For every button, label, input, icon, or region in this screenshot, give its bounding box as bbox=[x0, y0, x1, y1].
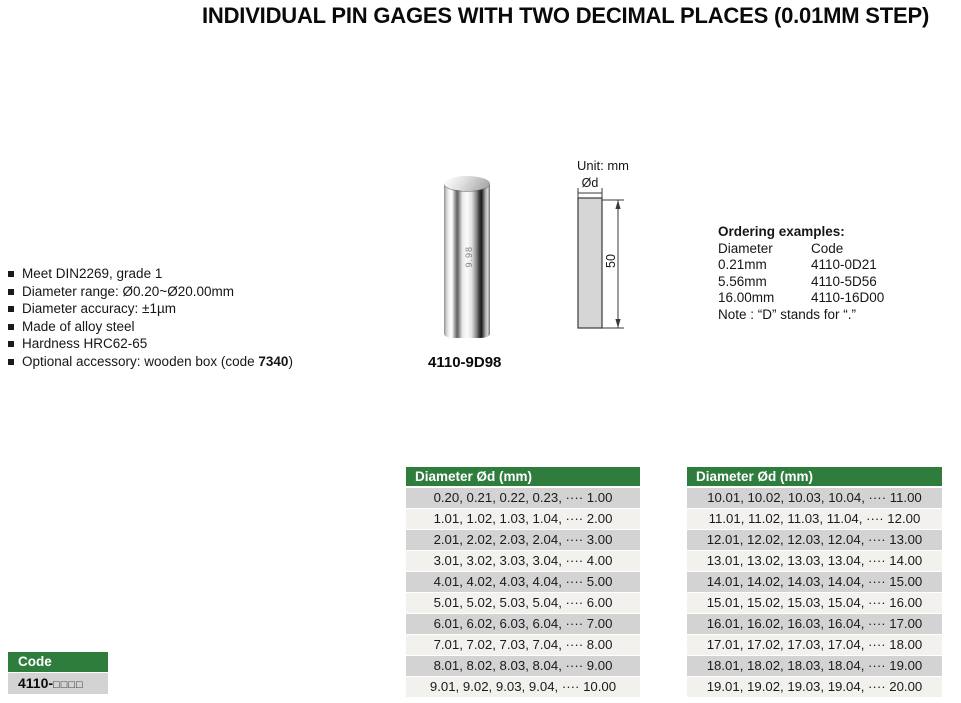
bullet-square-icon bbox=[8, 289, 14, 295]
ordering-example-row: 0.21mm 4110-0D21 bbox=[718, 257, 877, 272]
dimension-drawing-lines bbox=[556, 152, 666, 347]
bullet-square-icon bbox=[8, 271, 14, 277]
ordering-heading: Ordering examples: bbox=[718, 224, 845, 239]
table-row: 5.01, 5.02, 5.03, 5.04, ···· 6.00 bbox=[406, 593, 640, 613]
spec-text: Optional accessory: wooden box (code 7340) bbox=[22, 353, 293, 369]
ordering-example-row: 5.56mm 4110-5D56 bbox=[718, 273, 877, 289]
table-row: 2.01, 2.02, 2.03, 2.04, ···· 3.00 bbox=[406, 530, 640, 550]
page-title: INDIVIDUAL PIN GAGES WITH TWO DECIMAL PLACES (0.01MM STEP) bbox=[202, 3, 930, 28]
spec-list bbox=[8, 265, 388, 370]
spec-item bbox=[8, 353, 388, 371]
spec-item bbox=[8, 335, 388, 353]
spec-item bbox=[8, 283, 388, 301]
table-row: 13.01, 13.02, 13.03, 13.04, ···· 14.00 bbox=[687, 551, 942, 571]
code-header: Code bbox=[8, 652, 108, 672]
ordering-col-code: Code bbox=[811, 240, 844, 256]
spec-item bbox=[8, 300, 388, 318]
code-panel bbox=[8, 652, 108, 694]
bullet-square-icon bbox=[8, 306, 14, 312]
table-row: 9.01, 9.02, 9.03, 9.04, ···· 10.00 bbox=[406, 677, 640, 697]
spec-item bbox=[8, 318, 388, 336]
ordering-col-diameter: Diameter bbox=[718, 240, 773, 256]
code-prefix: 4110- bbox=[18, 675, 54, 691]
table-row: 15.01, 15.02, 15.03, 15.04, ···· 16.00 bbox=[687, 593, 942, 613]
pin-engraving: 9.98 bbox=[464, 246, 474, 268]
ordering-column-headers bbox=[718, 241, 938, 258]
spec-text: Hardness HRC62-65 bbox=[22, 336, 148, 351]
table-row: 16.01, 16.02, 16.03, 16.04, ···· 17.00 bbox=[687, 614, 942, 634]
spec-text: Made of alloy steel bbox=[22, 318, 135, 334]
table-row: 12.01, 12.02, 12.03, 12.04, ···· 13.00 bbox=[687, 530, 942, 550]
table-row: 4.01, 4.02, 4.03, 4.04, ···· 5.00 bbox=[406, 572, 640, 592]
code-placeholder-boxes: □□□□ bbox=[53, 679, 84, 691]
table-row: 18.01, 18.02, 18.03, 18.04, ···· 19.00 bbox=[687, 656, 942, 676]
bullet-square-icon bbox=[8, 359, 14, 365]
length-dim-label: 50 bbox=[604, 254, 618, 268]
dimension-drawing bbox=[556, 152, 666, 347]
table-row: 11.01, 11.02, 11.03, 11.04, ···· 12.00 bbox=[687, 509, 942, 529]
ordering-note: Note : “D” stands for “.” bbox=[718, 306, 857, 322]
table-row: 19.01, 19.02, 19.03, 19.04, ···· 20.00 bbox=[687, 677, 942, 697]
diameter-table-right bbox=[687, 467, 942, 698]
spec-text: Meet DIN2269, grade 1 bbox=[22, 266, 163, 281]
table-row: 6.01, 6.02, 6.03, 6.04, ···· 7.00 bbox=[406, 614, 640, 634]
spec-text: Diameter range: Ø0.20~Ø20.00mm bbox=[22, 283, 234, 299]
pin-gage-photo bbox=[444, 176, 490, 338]
table-row: 0.20, 0.21, 0.22, 0.23, ···· 1.00 bbox=[406, 488, 640, 508]
spec-item bbox=[8, 265, 388, 283]
bullet-square-icon bbox=[8, 341, 14, 347]
ordering-examples bbox=[718, 224, 938, 323]
table-row: 17.01, 17.02, 17.03, 17.04, ···· 18.00 bbox=[687, 635, 942, 655]
ordering-example-row: 16.00mm 4110-16D00 bbox=[718, 290, 885, 305]
pin-top-face bbox=[444, 176, 490, 191]
table-row: 10.01, 10.02, 10.03, 10.04, ···· 11.00 bbox=[687, 488, 942, 508]
code-value bbox=[8, 673, 108, 694]
table-row: 7.01, 7.02, 7.03, 7.04, ···· 8.00 bbox=[406, 635, 640, 655]
pin-model-caption: 4110-9D98 bbox=[428, 354, 502, 371]
table-row: 3.01, 3.02, 3.03, 3.04, ···· 4.00 bbox=[406, 551, 640, 571]
table-row: 1.01, 1.02, 1.03, 1.04, ···· 2.00 bbox=[406, 509, 640, 529]
diameter-table-left bbox=[406, 467, 640, 698]
spec-text: Diameter accuracy: ±1µm bbox=[22, 301, 176, 316]
table-row: 8.01, 8.02, 8.03, 8.04, ···· 9.00 bbox=[406, 656, 640, 676]
table-header: Diameter Ød (mm) bbox=[406, 467, 640, 486]
table-row: 14.01, 14.02, 14.03, 14.04, ···· 15.00 bbox=[687, 572, 942, 592]
bullet-square-icon bbox=[8, 324, 14, 330]
diameter-dim-label: Ød bbox=[581, 176, 599, 190]
table-header: Diameter Ød (mm) bbox=[687, 467, 942, 486]
unit-label: Unit: mm bbox=[577, 158, 629, 173]
